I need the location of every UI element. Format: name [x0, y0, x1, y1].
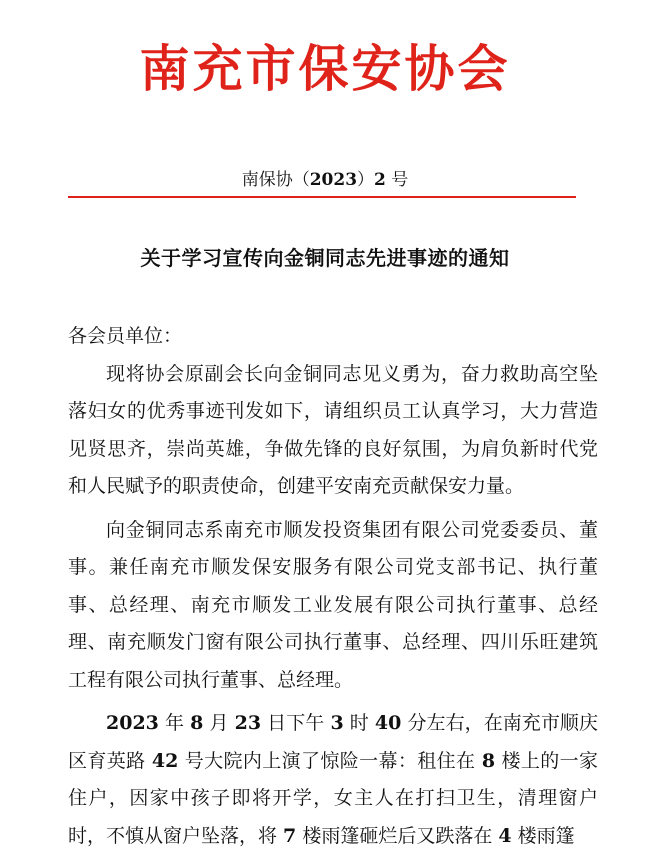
- p3-text-3: 日下午: [261, 712, 331, 734]
- doc-number-prefix: 南保协（: [241, 170, 310, 190]
- p3-day: 23: [234, 712, 262, 734]
- p3-text-2: 月: [203, 712, 235, 734]
- p3-text-1: 年: [158, 712, 191, 734]
- p3-text-8: 楼雨篷砸烂后又跌落在: [296, 824, 499, 847]
- paragraph-2: 向金铜同志系南充市顺发投资集团有限公司党委委员、董事。兼任南充市顺发保安服务有限公司党支部书记、执行董事、总经理、南充市顺发工业发展有限公司执行董事、总经理、南充顺发门窗有限公司执行董事、总经理、四川乐旺建筑工程有限公司执行董事、总经理。: [68, 518, 598, 691]
- paragraph-3: [68, 705, 598, 855]
- paragraph-1: 现将协会原副会长向金铜同志见义勇为，奋力救助高空坠落妇女的优秀事迹刊发如下，请组织员工认真学习，大力营造见贤思齐，崇尚英雄，争做先锋的良好氛围，为肩负新时代党和人民赋予的职责使命，创建平安南充贡献保安力量。: [68, 362, 598, 497]
- p3-house-number: 42: [151, 749, 179, 772]
- header-divider: [68, 196, 576, 198]
- doc-number-seq: 2: [374, 170, 386, 190]
- document-body: [68, 318, 598, 855]
- p3-text-5: 分左右，在南充市顺庆区育英路: [68, 712, 598, 772]
- p3-floor-2: 7: [283, 824, 297, 847]
- p3-minute: 40: [374, 712, 402, 734]
- doc-number-suffix: 号: [385, 170, 409, 190]
- p3-text-4: 时: [343, 712, 375, 734]
- p3-year: 2023: [106, 712, 159, 734]
- p3-floor-1: 8: [481, 749, 496, 772]
- doc-number-year: 2023: [309, 170, 358, 190]
- p3-text-6: 号大院内上演了惊险一幕：租住在: [178, 749, 482, 772]
- document-title: 关于学习宣传向金铜同志先进事迹的通知: [140, 246, 510, 270]
- p3-text-9: 楼雨篷: [511, 824, 575, 847]
- p3-text-7: 楼上的一家住户，因家中孩子即将开学，女主人在打扫卫生，清理窗户时，不慎从窗户坠落，将: [68, 749, 598, 847]
- p3-floor-3: 4: [498, 824, 512, 847]
- salutation: 各会员单位：: [68, 325, 183, 347]
- p3-hour: 3: [330, 712, 344, 734]
- doc-number-mid: ）: [357, 170, 375, 190]
- p3-month: 8: [190, 712, 204, 734]
- organization-header: 南充市保安协会: [139, 39, 511, 98]
- document-number: [0, 168, 650, 192]
